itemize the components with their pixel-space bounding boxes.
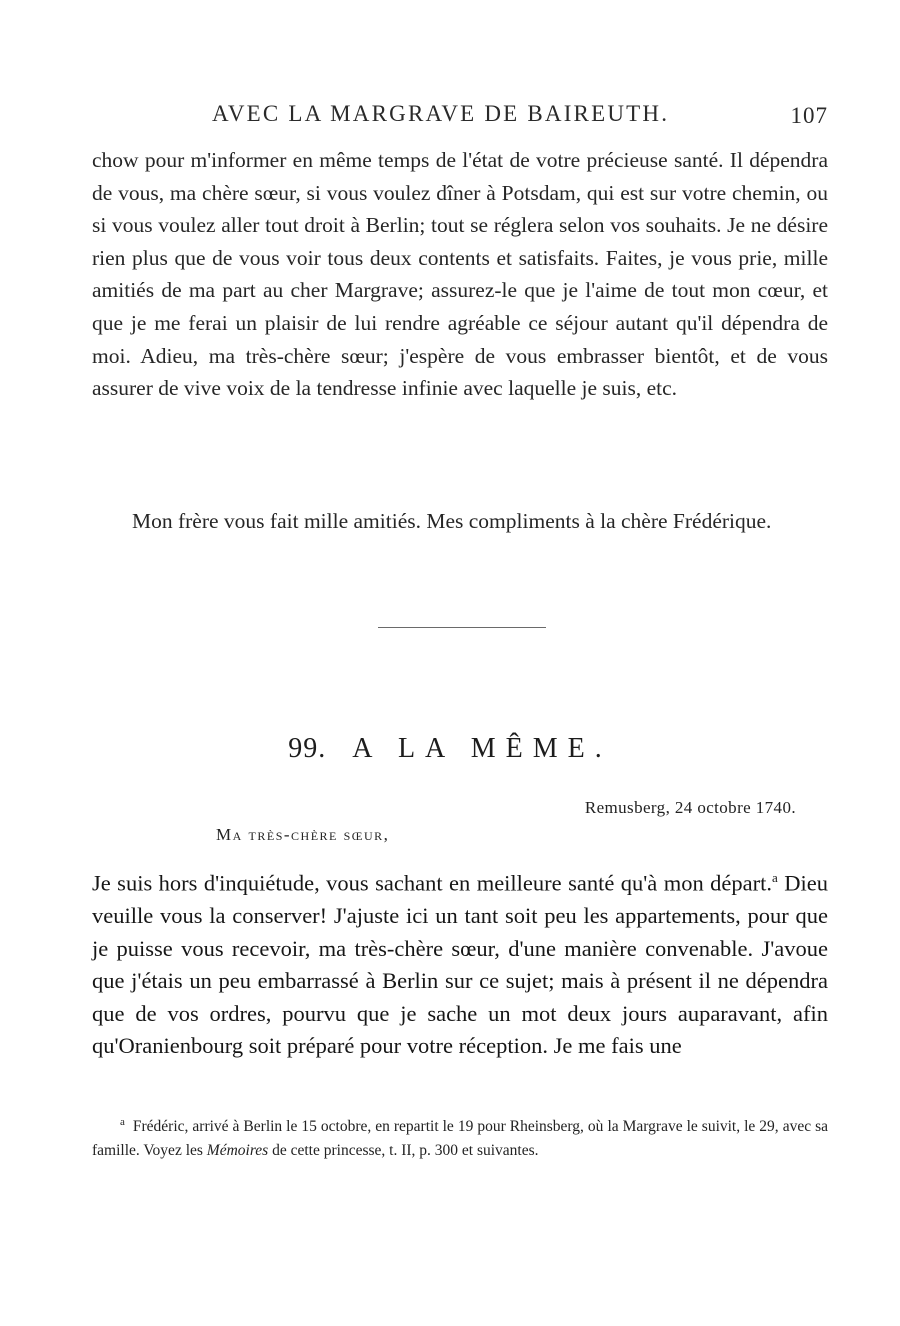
footnote [92, 1110, 828, 1163]
letter-title: A LA MÊME. [352, 733, 612, 764]
footnote-italic-title: Mémoires [206, 1142, 269, 1160]
letter-heading [0, 733, 900, 765]
page-number: 107 [790, 103, 828, 128]
letter-number: 99. [288, 733, 327, 764]
letter-body [92, 862, 828, 1063]
letter-body-part-1: Je suis hors d'inquiétude, vous sachant en meilleure santé qu'à mon départ. [92, 870, 773, 896]
letter-dateline: Remusberg, 24 octobre 1740. [584, 798, 796, 817]
footnote-text-after: de cette princesse, t. II, p. 300 et suivantes. [268, 1142, 539, 1160]
running-head [92, 101, 828, 133]
running-title: AVEC LA MARGRAVE DE BAIREUTH. [212, 101, 670, 126]
section-divider [378, 627, 546, 628]
letter-body-part-2: Dieu veuille vous la conserver! J'ajuste ici un tant soit peu les appartements, pour que je puisse vous recevoir, ma très-chère sœur, d'une manière convenable. J'avoue que j'étais un peu embarrassé à Berlin sur ce sujet; mais à présent il ne dépendra que de vos ordres, pourvu que je sache un mot deux jours auparavant, afin qu'Oranienbourg soit préparé pour votre réception. Je me fais une [92, 870, 828, 1059]
letter-salutation: Ma très-chère sœur, [216, 825, 390, 844]
footnote-reference: a [772, 870, 778, 885]
footnote-text-before: Frédéric, arrivé à Berlin le 15 octobre, en repartit le 19 pour Rheinsberg, où la Margrave le suivit, le 29, avec sa famille. Voyez les [92, 1118, 828, 1160]
footnote-mark: a [120, 1116, 125, 1128]
continued-letter-paragraph: chow pour m'informer en même temps de l'état de votre précieuse santé. Il dépendra de vous, ma chère sœur, si vous voulez dîner à Potsdam, qui est sur votre chemin, ou si vous voulez aller tout droit à Berlin; tout se réglera selon vos souhaits. Je ne désire rien plus que de vous voir tous deux contents et satisfaits. Faites, je vous prie, mille amitiés de ma part au cher Margrave; assurez-le que je l'aime de tout mon cœur, et que je me ferai un plaisir de lui rendre agréable ce séjour autant qu'il dépendra de moi. Adieu, ma très-chère sœur; j'espère de vous embrasser bientôt, et de vous assurer de vive voix de la tendresse infinie avec laquelle je suis, etc. [92, 148, 828, 401]
postscript-paragraph: Mon frère vous fait mille amitiés. Mes compliments à la chère Frédérique. [132, 509, 772, 533]
